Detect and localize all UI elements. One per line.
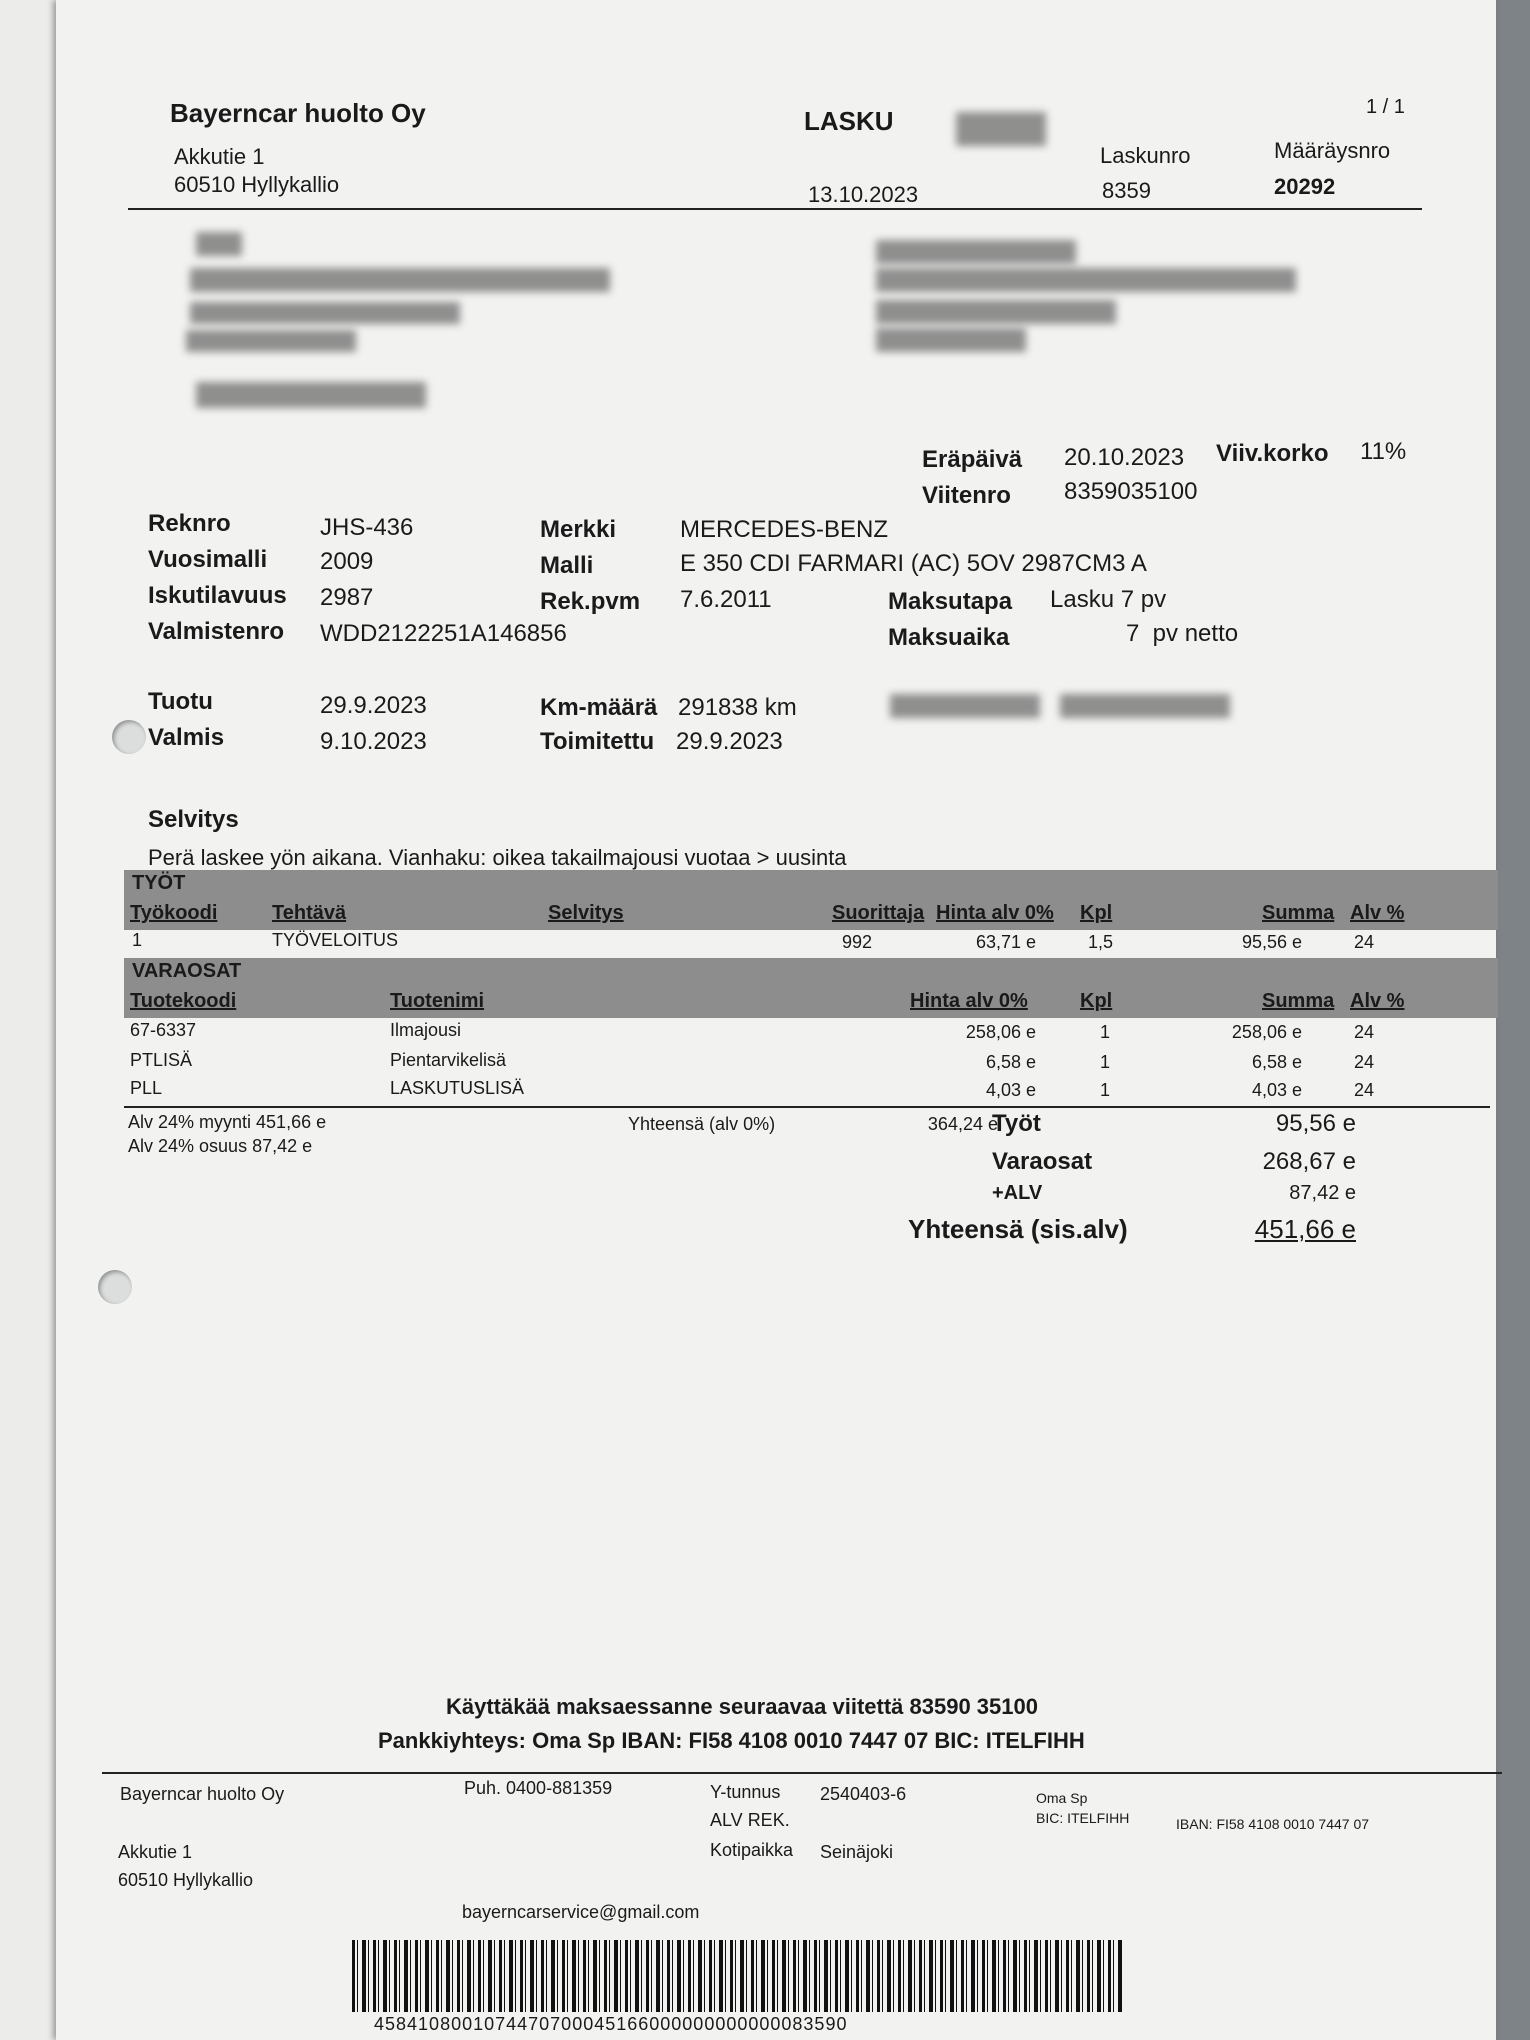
part-qty: 1: [1100, 1052, 1111, 1072]
redacted-customer-line: [186, 330, 356, 352]
work-task: TYÖVELOITUS: [272, 930, 399, 950]
part-vat: 24: [1354, 1052, 1375, 1072]
bank-connection-line: Pankkiyhteys: Oma Sp IBAN: FI58 4108 0010 7447 07 BIC: ITELFIHH: [378, 1728, 1085, 1753]
redacted-field: [1060, 694, 1230, 718]
payment-reference-line: Käyttäkää maksaessanne seuraavaa viitettä 83590 35100: [446, 1694, 1038, 1719]
redacted-delivery-line: [876, 300, 1116, 324]
footer-ytunnus-label: Y-tunnus: [710, 1782, 781, 1802]
part-price: 258,06 e: [965, 1022, 1036, 1042]
grand-total: 451,66 e: [1254, 1214, 1356, 1244]
reg-label: Reknro: [148, 510, 231, 537]
work-total: 95,56 e: [1275, 1110, 1356, 1137]
redacted-field: [890, 694, 1040, 718]
document-title: LASKU: [804, 106, 894, 136]
footer-divider: [102, 1772, 1502, 1774]
part-name: Ilmajousi: [390, 1020, 462, 1040]
part-name: Pientarvikelisä: [390, 1050, 507, 1070]
footer-email: bayerncarservice@gmail.com: [462, 1902, 700, 1922]
work-vat: 24: [1354, 932, 1375, 952]
reference-number: 8359035100: [1064, 478, 1198, 505]
parts-col-vat: Alv %: [1350, 990, 1405, 1012]
barcode-number: 4584108001074470700045166000000000000083590: [374, 2014, 848, 2034]
company-city: 60510 Hyllykallio: [174, 172, 340, 197]
penalty-interest: 11%: [1360, 438, 1407, 465]
invoice-number-label: Laskunro: [1100, 143, 1191, 168]
work-section-title: TYÖT: [132, 872, 186, 894]
invoice-date: 13.10.2023: [808, 182, 919, 207]
vin-value: WDD2122251A146856: [320, 620, 567, 647]
parts-col-price: Hinta alv 0%: [910, 990, 1028, 1012]
make-label: Merkki: [540, 516, 617, 543]
footer-city: 60510 Hyllykallio: [118, 1870, 254, 1890]
footer-street: Akkutie 1: [118, 1842, 193, 1862]
part-sum: 4,03 e: [1251, 1080, 1302, 1100]
redacted-delivery-line: [876, 328, 1026, 352]
redacted-customer-line: [196, 232, 242, 256]
parts-total: 268,67 e: [1262, 1148, 1356, 1175]
punch-hole: [112, 720, 146, 754]
model-value: E 350 CDI FARMARI (AC) 5OV 2987CM3 A: [680, 550, 1147, 577]
redacted-customer-line: [190, 302, 460, 324]
invoice-number: 8359: [1102, 178, 1151, 203]
part-code: PTLISÄ: [130, 1050, 193, 1070]
work-col-qty: Kpl: [1080, 902, 1113, 924]
year-label: Vuosimalli: [148, 546, 268, 573]
work-col-performer: Suorittaja: [832, 902, 925, 924]
punch-hole: [98, 1270, 132, 1304]
parts-section-title: VARAOSAT: [132, 960, 242, 982]
footer-alvrek: ALV REK.: [710, 1810, 790, 1830]
payment-method-label: Maksutapa: [888, 588, 1013, 615]
regdate-value: 7.6.2011: [680, 586, 772, 613]
penalty-interest-label: Viiv.korko: [1216, 440, 1329, 467]
payment-method: Lasku 7 pv: [1050, 586, 1167, 613]
work-col-description: Selvitys: [548, 902, 624, 924]
payment-term: 7 pv netto: [1126, 620, 1239, 647]
part-qty: 1: [1100, 1080, 1111, 1100]
footer-phone: Puh. 0400-881359: [464, 1778, 613, 1798]
footer-iban: IBAN: FI58 4108 0010 7447 07: [1176, 1816, 1370, 1832]
work-col-vat: Alv %: [1350, 902, 1405, 924]
due-date-label: Eräpäivä: [922, 446, 1023, 473]
brought-in-date: 29.9.2023: [320, 692, 427, 719]
parts-col-code: Tuotekoodi: [130, 990, 237, 1012]
work-total-label: Työt: [992, 1110, 1041, 1137]
page-number: 1 / 1: [1366, 96, 1405, 118]
parts-col-sum: Summa: [1262, 990, 1335, 1012]
work-col-sum: Summa: [1262, 902, 1335, 924]
redacted-delivery-line: [876, 240, 1076, 264]
work-col-task: Tehtävä: [272, 902, 347, 924]
footer-kotipaikka-label: Kotipaikka: [710, 1840, 794, 1860]
year-value: 2009: [320, 548, 374, 575]
parts-col-name: Tuotenimi: [390, 990, 485, 1012]
parts-total-label: Varaosat: [992, 1148, 1093, 1175]
part-name: LASKUTUSLISÄ: [390, 1078, 525, 1098]
vat-total-label: +ALV: [992, 1182, 1043, 1204]
due-date: 20.10.2023: [1064, 444, 1185, 471]
invoice-page: [56, 0, 1496, 2040]
part-qty: 1: [1100, 1022, 1111, 1042]
delivered-date: 29.9.2023: [676, 728, 783, 755]
vin-label: Valmistenro: [148, 618, 285, 645]
model-label: Malli: [540, 552, 594, 579]
parts-col-qty: Kpl: [1080, 990, 1113, 1012]
order-number: 20292: [1274, 174, 1336, 199]
part-price: 4,03 e: [985, 1080, 1036, 1100]
displacement-value: 2987: [320, 584, 374, 611]
part-vat: 24: [1354, 1022, 1375, 1042]
displacement-label: Iskutilavuus: [148, 582, 287, 609]
work-sum: 95,56 e: [1241, 932, 1302, 952]
redacted-customer-line: [190, 268, 610, 292]
header-divider: [128, 208, 1422, 210]
ready-label: Valmis: [148, 724, 225, 751]
regdate-label: Rek.pvm: [540, 588, 641, 615]
ready-date: 9.10.2023: [320, 728, 427, 755]
vat-share: Alv 24% osuus 87,42 e: [128, 1136, 313, 1156]
redacted-mark: [956, 112, 1046, 146]
footer-bic: BIC: ITELFIHH: [1036, 1810, 1130, 1826]
totals-divider: [124, 1106, 1490, 1108]
work-price: 63,71 e: [975, 932, 1036, 952]
make-value: MERCEDES-BENZ: [680, 516, 889, 543]
grand-total-label: Yhteensä (sis.alv): [908, 1214, 1128, 1244]
mileage-label: Km-määrä: [540, 694, 658, 721]
explanation-title: Selvitys: [148, 806, 239, 833]
part-sum: 258,06 e: [1231, 1022, 1302, 1042]
explanation-text: Perä laskee yön aikana. Vianhaku: oikea takailmajousi vuotaa > uusinta: [148, 845, 847, 870]
payment-term-label: Maksuaika: [888, 624, 1010, 651]
payment-barcode: [352, 1940, 1124, 2012]
reference-label: Viitenro: [922, 482, 1011, 509]
vat-total: 87,42 e: [1289, 1182, 1356, 1204]
mileage-value: 291838 km: [678, 694, 797, 721]
work-qty: 1,5: [1088, 932, 1114, 952]
order-number-label: Määräysnro: [1274, 138, 1391, 163]
footer-company: Bayerncar huolto Oy: [120, 1784, 285, 1804]
company-name: Bayerncar huolto Oy: [170, 98, 426, 128]
vat-sales: Alv 24% myynti 451,66 e: [128, 1112, 327, 1132]
redacted-delivery-line: [876, 268, 1296, 292]
company-street: Akkutie 1: [174, 144, 265, 169]
work-col-price: Hinta alv 0%: [936, 902, 1054, 924]
footer-ytunnus: 2540403-6: [820, 1784, 907, 1804]
reg-value: JHS-436: [320, 514, 414, 541]
part-code: PLL: [130, 1078, 163, 1098]
delivered-label: Toimitettu: [540, 728, 655, 755]
part-vat: 24: [1354, 1080, 1375, 1100]
net-total-label: Yhteensä (alv 0%): [628, 1114, 776, 1134]
net-total: 364,24 e: [927, 1114, 998, 1134]
work-performer: 992: [842, 932, 873, 952]
work-col-code: Työkoodi: [130, 902, 218, 924]
part-price: 6,58 e: [985, 1052, 1036, 1072]
footer-bank-name: Oma Sp: [1036, 1790, 1088, 1806]
part-code: 67-6337: [130, 1020, 197, 1040]
redacted-customer-line: [196, 382, 426, 408]
work-code: 1: [132, 930, 143, 950]
brought-in-label: Tuotu: [148, 688, 213, 715]
footer-kotipaikka: Seinäjoki: [820, 1842, 894, 1862]
part-sum: 6,58 e: [1251, 1052, 1302, 1072]
